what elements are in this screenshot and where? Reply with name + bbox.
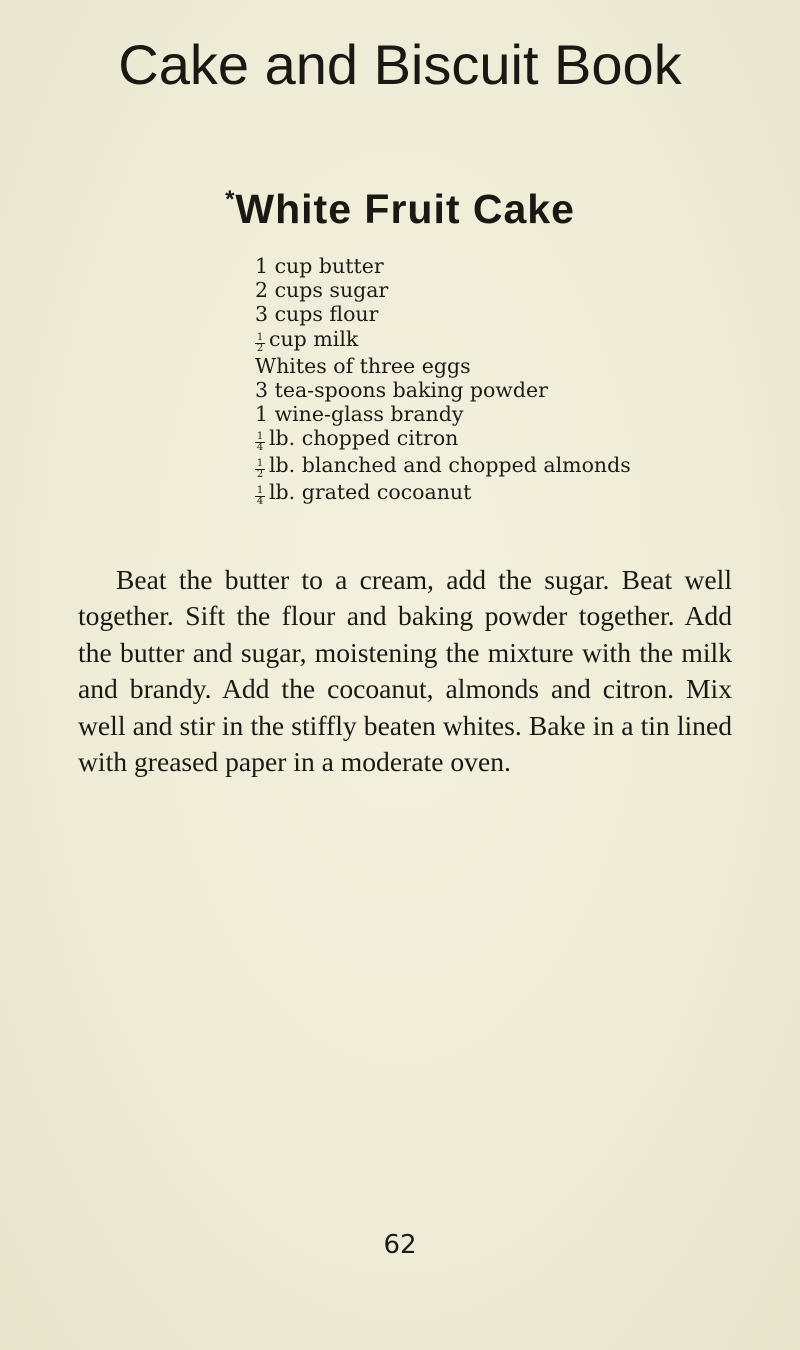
ingredient-text: lb. chopped citron (269, 426, 459, 451)
fraction-numerator: 1 (256, 331, 264, 343)
recipe-method-paragraph: Beat the butter to a cream, add the sugar. Beat well together. Sift the flour and baking powder together. Add the butter and sugar, moistening the mixture with the milk and brandy. Add the cocoanut, almonds and citron. Mix well and stir in the stiffly beaten whites. Bake in a tin lined with greased paper in a moderate oven. (78, 564, 732, 778)
ingredient-item (255, 278, 775, 302)
book-title: Cake and Biscuit Book (118, 33, 682, 96)
title-asterisk: * (225, 186, 236, 213)
ingredient-item (255, 480, 775, 507)
fraction-numerator: 1 (256, 458, 264, 470)
fraction-denominator: 4 (256, 496, 264, 508)
recipe-title-text: White Fruit Cake (235, 186, 575, 232)
ingredient-quantity: 1 (255, 254, 269, 278)
ingredient-item (255, 254, 775, 278)
ingredient-fraction (255, 432, 265, 453)
ingredient-item (255, 402, 775, 426)
ingredient-text: tea-spoons baking powder (274, 377, 548, 402)
ingredient-text: cup milk (269, 326, 359, 351)
ingredient-list (255, 254, 775, 507)
ingredient-fraction (255, 333, 265, 354)
ingredient-quantity: 1 (255, 402, 269, 427)
ingredient-item (255, 426, 775, 453)
ingredient-text: wine-glass brandy (274, 402, 464, 427)
ingredient-text: lb. blanched and chopped almonds (269, 453, 631, 478)
ingredient-text: cup butter (274, 254, 384, 278)
fraction-denominator: 2 (256, 342, 264, 354)
ingredient-item (255, 302, 775, 326)
ingredient-text: Whites of three eggs (255, 353, 471, 378)
ingredient-item (255, 378, 775, 402)
recipe-title (0, 172, 800, 237)
ingredient-item (255, 354, 775, 378)
ingredient-quantity: 2 (255, 278, 269, 303)
fraction-denominator: 4 (256, 442, 264, 454)
ingredient-text: cups flour (274, 302, 379, 327)
ingredient-item (255, 327, 775, 354)
page-number: 62 (383, 1230, 417, 1260)
ingredient-fraction (255, 459, 265, 480)
ingredient-fraction (255, 486, 265, 507)
fraction-numerator: 1 (256, 485, 264, 497)
ingredient-item (255, 453, 775, 480)
ingredient-quantity: 3 (255, 377, 269, 402)
ingredient-text: cups sugar (274, 278, 389, 303)
ingredient-text: lb. grated cocoanut (269, 480, 472, 505)
fraction-numerator: 1 (256, 431, 264, 443)
ingredient-quantity: 3 (255, 302, 269, 327)
fraction-denominator: 2 (256, 469, 264, 481)
